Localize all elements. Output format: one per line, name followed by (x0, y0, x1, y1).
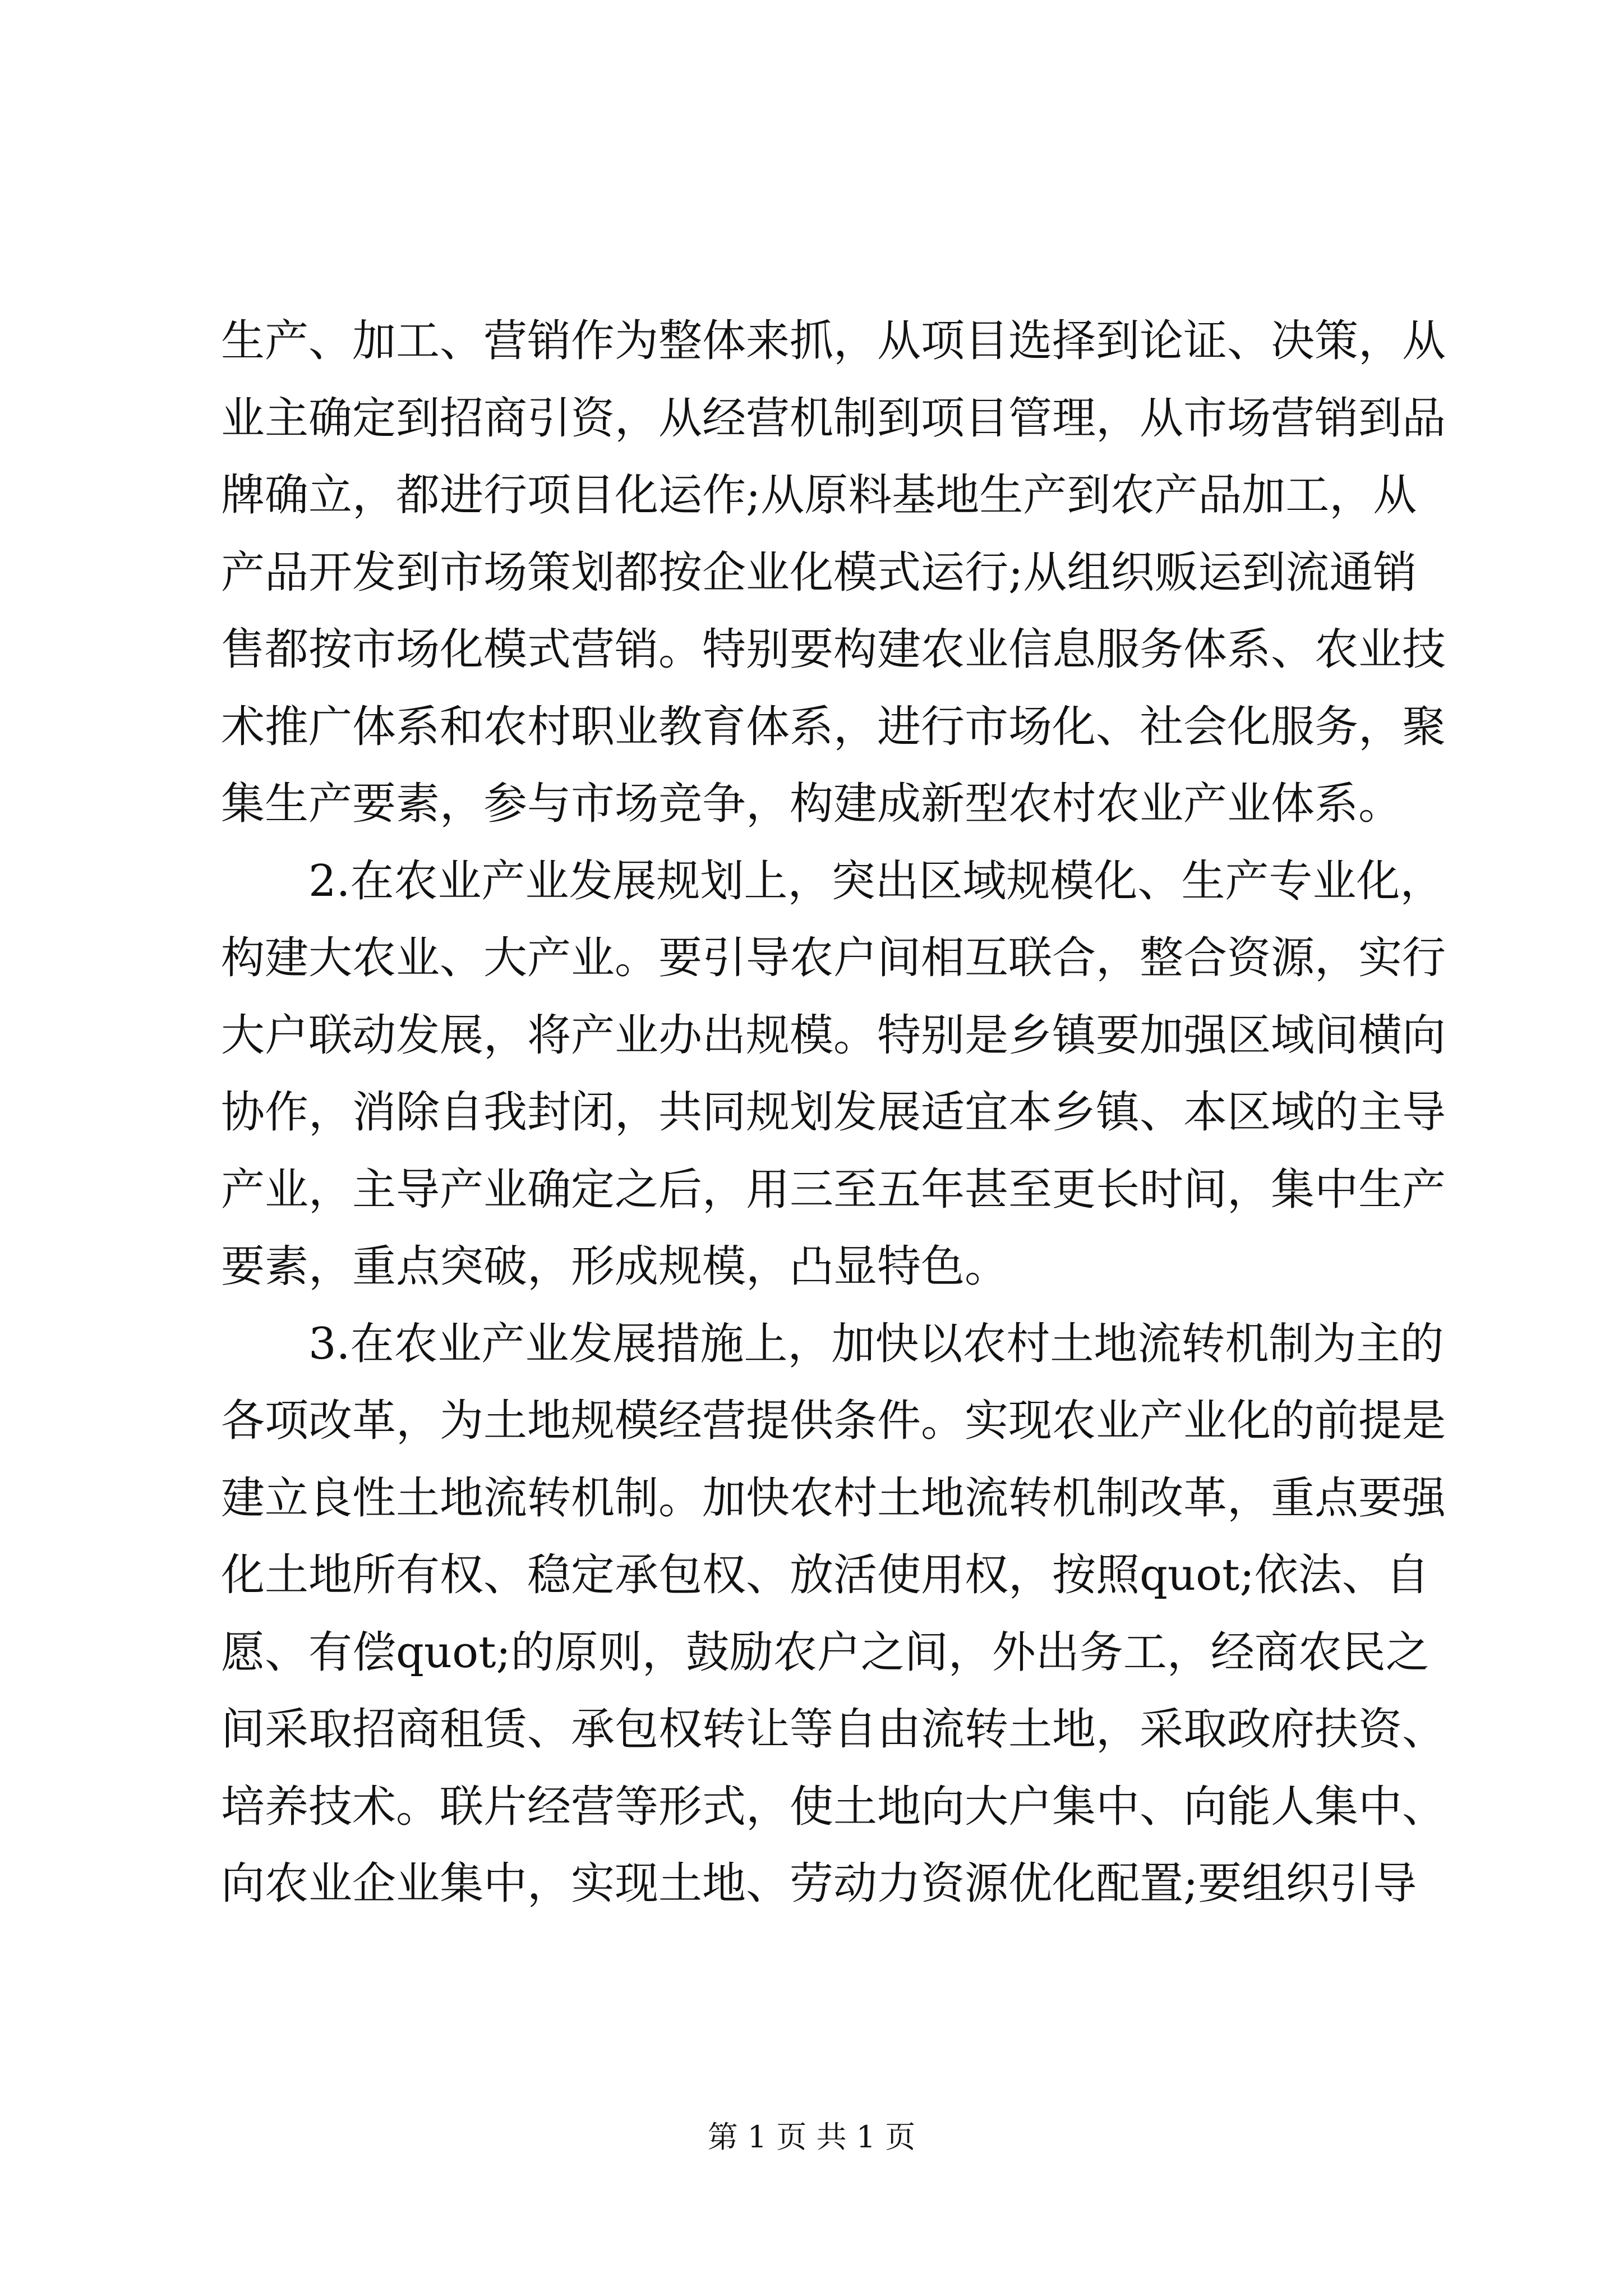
text-line: 牌确立，都进行项目化运作;从原料基地生产到农产品加工，从 (221, 470, 1417, 521)
text-line: 产品开发到市场策划都按企业化模式运行;从组织贩运到流通销 (221, 547, 1417, 598)
text-line: 向农业企业集中，实现土地、劳动力资源优化配置;要组织引导 (221, 1858, 1417, 1909)
text-line: 协作，消除自我封闭，共同规划发展适宜本乡镇、本区域的主导 (221, 1087, 1446, 1138)
text-line: 生产、加工、营销作为整体来抓，从项目选择到论证、决策，从 (221, 316, 1446, 366)
page-footer: 第 1 页 共 1 页 (707, 2119, 916, 2155)
paragraph-start-line: 2.在农业产业发展规划上，突出区域规模化、生产专业化， (308, 855, 1444, 907)
text-line: 大户联动发展，将产业办出规模。特别是乡镇要加强区域间横向 (221, 1010, 1446, 1061)
body-text (221, 303, 1446, 1923)
text-line: 间采取招商租赁、承包权转让等自由流转土地，采取政府扶资、 (221, 1704, 1446, 1755)
text-line: 化土地所有权、稳定承包权、放活使用权，按照quot;依法、自 (221, 1550, 1430, 1600)
text-line: 构建大农业、大产业。要引导农户间相互联合，整合资源，实行 (221, 933, 1446, 983)
paragraph-start-line: 3.在农业产业发展措施上，加快以农村土地流转机制为主的 (308, 1318, 1444, 1369)
text-line: 培养技术。联片经营等形式，使土地向大户集中、向能人集中、 (221, 1781, 1446, 1832)
text-line: 术推广体系和农村职业教育体系，进行市场化、社会化服务，聚 (221, 701, 1446, 752)
text-line: 要素，重点突破，形成规模，凸显特色。 (221, 1241, 1009, 1292)
text-line: 集生产要素，参与市场竞争，构建成新型农村农业产业体系。 (221, 779, 1403, 829)
text-line: 愿、有偿quot;的原则，鼓励农户之间，外出务工，经商农民之 (221, 1627, 1430, 1678)
text-line: 业主确定到招商引资，从经营机制到项目管理，从市场营销到品 (221, 393, 1446, 444)
text-line: 产业，主导产业确定之后，用三至五年甚至更长时间，集中生产 (221, 1164, 1446, 1215)
text-line: 建立良性土地流转机制。加快农村土地流转机制改革，重点要强 (221, 1473, 1446, 1524)
text-line: 售都按市场化模式营销。特别要构建农业信息服务体系、农业技 (221, 624, 1446, 675)
text-line: 各项改革，为土地规模经营提供条件。实现农业产业化的前提是 (221, 1396, 1446, 1446)
